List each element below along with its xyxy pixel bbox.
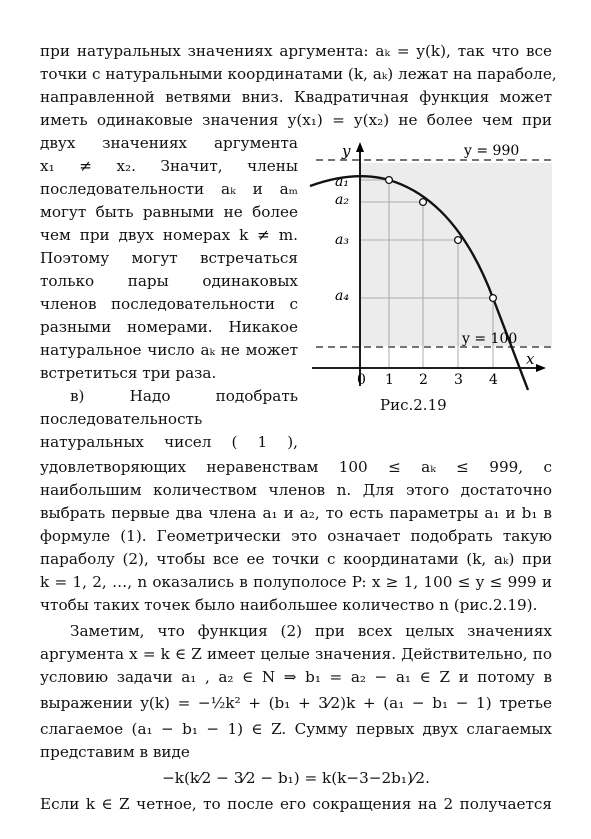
text-line: могут быть равными не более <box>40 203 298 221</box>
label-bottom-line: y = 100 <box>462 331 518 347</box>
text-line: точки с натуральными координатами (k, aₖ) лежат на параболе, <box>40 65 557 83</box>
text-line: формуле (1). Геометрически это означает подобрать такую <box>40 527 552 545</box>
y-axis-label: y <box>342 142 351 160</box>
x-axis-label: x <box>526 350 535 368</box>
text-line: k = 1, 2, …, n оказались в полуполосе P: x ≥ 1, 100 ≤ y ≤ 999 и <box>40 573 552 591</box>
label-top-line: y = 990 <box>464 143 520 159</box>
label-a1: a₁ <box>335 174 349 190</box>
text-line: удовлетворяющих неравенствам 100 ≤ aₖ ≤ 999, с <box>40 458 552 476</box>
text-line: выражении y(k) = −½k² + (b₁ + 3⁄2)k + (a₁ − b₁ − 1) третье <box>40 694 552 712</box>
point-a4 <box>490 295 497 302</box>
text-line: Если k ∈ Z четное, то после его сокращения на 2 получается <box>40 795 552 813</box>
tick-0: 0 <box>357 372 366 388</box>
text-line: аргумента x = k ∈ Z имеет целые значения. Действительно, по <box>40 645 552 663</box>
text-line: встретиться три раза. <box>40 364 217 382</box>
text-line: наибольшим количеством членов n. Для этого достаточно <box>40 481 552 499</box>
text-line: чем при двух номерах k ≠ m. <box>40 226 298 244</box>
text-line: направленной ветвями вниз. Квадратичная функция может <box>40 88 552 106</box>
label-a4: a₄ <box>335 288 349 304</box>
text-line: чтобы таких точек было наибольшее количество n (рис.2.19). <box>40 596 538 614</box>
text-line: последовательности aₖ и aₘ <box>40 180 298 198</box>
point-a1 <box>386 177 393 184</box>
label-a2: a₂ <box>335 192 349 208</box>
text-line: x₁ ≠ x₂. Значит, члены <box>40 157 298 175</box>
text-line: при натуральных значениях аргумента: aₖ = y(k), так что все <box>40 42 552 60</box>
text-line: разными номерами. Никакое <box>40 318 298 336</box>
figure-caption: Рис.2.19 <box>380 396 447 414</box>
text-line: двух значениях аргумента <box>40 134 298 152</box>
text-line: представим в виде <box>40 743 190 761</box>
tick-2: 2 <box>419 372 428 388</box>
tick-3: 3 <box>454 372 463 388</box>
label-a3: a₃ <box>335 232 349 248</box>
y-axis-arrow <box>356 142 364 152</box>
text-line: Заметим, что функция (2) при всех целых значениях <box>70 622 552 640</box>
text-line: в) Надо подобрать <box>70 387 298 405</box>
x-axis-arrow <box>536 364 546 372</box>
text-line: натуральное число aₖ не может <box>40 341 298 359</box>
text-line: только пары одинаковых <box>40 272 298 290</box>
point-a3 <box>455 237 462 244</box>
formula-line: −k(k⁄2 − 3⁄2 − b₁) = k(k−3−2b₁)⁄2. <box>162 769 430 787</box>
text-line: выбрать первые два члена a₁ и a₂, то есть параметры a₁ и b₁ в <box>40 504 552 522</box>
figure-parabola <box>306 140 554 410</box>
text-line: условию задачи a₁ , a₂ ∈ N ⇒ b₁ = a₂ − a₁ ∈ Z и потому в <box>40 668 552 686</box>
text-line: иметь одинаковые значения y(x₁) = y(x₂) не более чем при <box>40 111 552 129</box>
text-line: членов последовательности с <box>40 295 298 313</box>
text-line: параболу (2), чтобы все ее точки с координатами (k, aₖ) при <box>40 550 552 568</box>
text-line: натуральных чисел ( 1 ), <box>40 433 298 451</box>
tick-4: 4 <box>489 372 498 388</box>
tick-1: 1 <box>385 372 394 388</box>
text-line: слагаемое (a₁ − b₁ − 1) ∈ Z. Сумму первых двух слагаемых <box>40 720 552 738</box>
text-line: последовательность <box>40 410 203 428</box>
text-line: Поэтому могут встречаться <box>40 249 298 267</box>
point-a2 <box>420 199 427 206</box>
